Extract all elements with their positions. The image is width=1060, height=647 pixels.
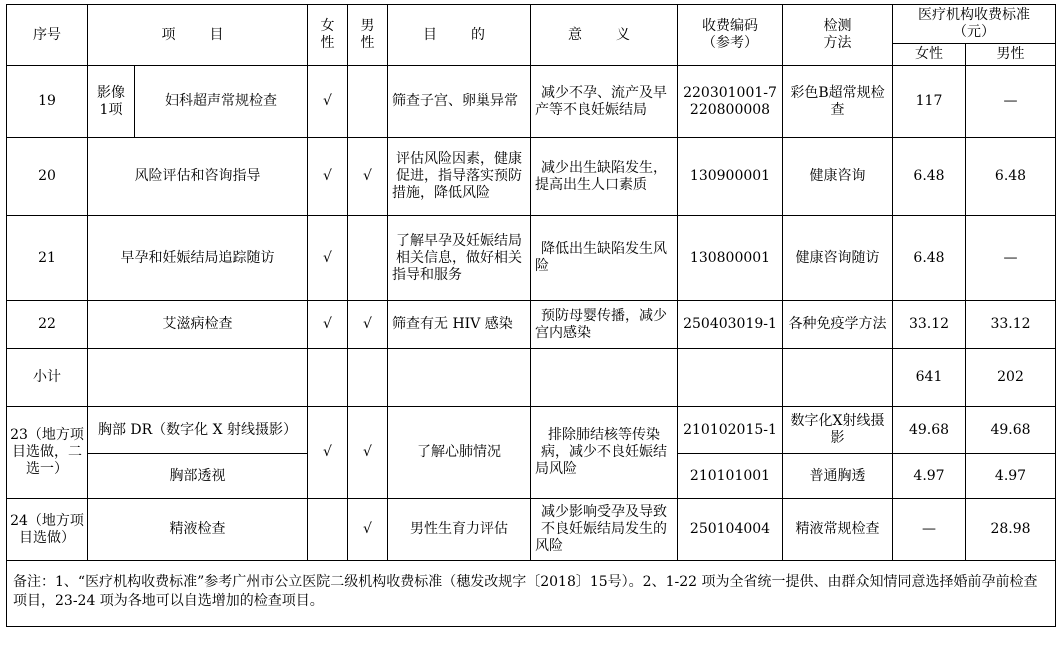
cell-item: 风险评估和咨询指导 — [88, 138, 308, 216]
cell-purpose: 了解心肺情况 — [388, 407, 531, 499]
cell-subtotal-label: 小计 — [7, 349, 88, 407]
cell-fee-male: 49.68 — [966, 407, 1056, 454]
header-fee-male: 男性 — [966, 44, 1056, 66]
cell-purpose: 筛查有无 HIV 感染 — [388, 301, 531, 349]
cell-method: 普通胸透 — [783, 454, 893, 499]
fee-table — [6, 4, 1056, 627]
cell-empty — [678, 349, 783, 407]
cell-method: 各种免疫学方法 — [783, 301, 893, 349]
table-row-24 — [7, 499, 1056, 561]
table-row-21 — [7, 216, 1056, 301]
cell-male: √ — [348, 138, 388, 216]
cell-method: 精液常规检查 — [783, 499, 893, 561]
header-female: 女 性 — [308, 5, 348, 66]
cell-code: 210101001 — [678, 454, 783, 499]
cell-female: √ — [308, 66, 348, 138]
cell-meaning: 减少不孕、流产及早产等不良妊娠结局 — [531, 66, 678, 138]
header-purpose: 目 的 — [388, 5, 531, 66]
cell-female: √ — [308, 138, 348, 216]
cell-male: √ — [348, 301, 388, 349]
cell-male — [348, 216, 388, 301]
table-row-20 — [7, 138, 1056, 216]
cell-female — [308, 499, 348, 561]
cell-item: 精液检查 — [88, 499, 308, 561]
cell-item: 胸部 DR（数字化 X 射线摄影） — [88, 407, 308, 454]
cell-male — [348, 66, 388, 138]
cell-purpose: 评估风险因素，健康促进，指导落实预防措施，降低风险 — [388, 138, 531, 216]
cell-code: 210102015-1 — [678, 407, 783, 454]
cell-fee-female: 4.97 — [893, 454, 966, 499]
cell-item: 艾滋病检查 — [88, 301, 308, 349]
cell-meaning: 减少影响受孕及导致不良妊娠结局发生的风险 — [531, 499, 678, 561]
table-row-23a — [7, 407, 1056, 454]
cell-method: 彩色B超常规检查 — [783, 66, 893, 138]
cell-fee-female: 33.12 — [893, 301, 966, 349]
cell-code: 250403019-1 — [678, 301, 783, 349]
cell-code: 130800001 — [678, 216, 783, 301]
cell-fee-male: — — [966, 66, 1056, 138]
header-code: 收费编码 （参考） — [678, 5, 783, 66]
header-seq: 序号 — [7, 5, 88, 66]
cell-purpose: 男性生育力评估 — [388, 499, 531, 561]
cell-code: 250104004 — [678, 499, 783, 561]
cell-seq: 23（地方项目选做，二选一） — [7, 407, 88, 499]
header-fee-female: 女性 — [893, 44, 966, 66]
cell-seq: 21 — [7, 216, 88, 301]
cell-male: √ — [348, 407, 388, 499]
cell-category: 影像 1项 — [88, 66, 135, 138]
table-row-19 — [7, 66, 1056, 138]
cell-fee-female: — — [893, 499, 966, 561]
cell-purpose: 了解早孕及妊娠结局相关信息，做好相关指导和服务 — [388, 216, 531, 301]
cell-method: 健康咨询随访 — [783, 216, 893, 301]
table-row-subtotal — [7, 349, 1056, 407]
cell-female: √ — [308, 407, 348, 499]
cell-fee-male: 28.98 — [966, 499, 1056, 561]
cell-seq: 19 — [7, 66, 88, 138]
cell-female: √ — [308, 216, 348, 301]
table-row-22 — [7, 301, 1056, 349]
cell-fee-male: 6.48 — [966, 138, 1056, 216]
cell-meaning: 降低出生缺陷发生风险 — [531, 216, 678, 301]
cell-method: 数字化X射线摄影 — [783, 407, 893, 454]
cell-seq: 24（地方项目选做） — [7, 499, 88, 561]
cell-fee-female: 641 — [893, 349, 966, 407]
cell-seq: 20 — [7, 138, 88, 216]
cell-fee-female: 6.48 — [893, 138, 966, 216]
cell-meaning: 排除肺结核等传染病，减少不良妊娠结局风险 — [531, 407, 678, 499]
cell-purpose: 筛查子宫、卵巢异常 — [388, 66, 531, 138]
cell-male: √ — [348, 499, 388, 561]
cell-method: 健康咨询 — [783, 138, 893, 216]
cell-item: 早孕和妊娠结局追踪随访 — [88, 216, 308, 301]
cell-empty — [88, 349, 308, 407]
cell-item: 胸部透视 — [88, 454, 308, 499]
cell-empty — [783, 349, 893, 407]
cell-empty — [388, 349, 531, 407]
cell-meaning: 减少出生缺陷发生，提高出生人口素质 — [531, 138, 678, 216]
header-male: 男 性 — [348, 5, 388, 66]
cell-empty — [348, 349, 388, 407]
cell-meaning: 预防母婴传播，减少宫内感染 — [531, 301, 678, 349]
cell-empty — [308, 349, 348, 407]
cell-fee-male: 202 — [966, 349, 1056, 407]
cell-code: 130900001 — [678, 138, 783, 216]
header-item: 项 目 — [88, 5, 308, 66]
cell-female: √ — [308, 301, 348, 349]
cell-item: 妇科超声常规检查 — [135, 66, 308, 138]
cell-seq: 22 — [7, 301, 88, 349]
cell-fee-male: 4.97 — [966, 454, 1056, 499]
header-fee-standard: 医疗机构收费标准 （元） — [893, 5, 1056, 44]
header-method: 检测 方法 — [783, 5, 893, 66]
cell-code: 220301001-7 220800008 — [678, 66, 783, 138]
cell-fee-male: 33.12 — [966, 301, 1056, 349]
cell-fee-female: 117 — [893, 66, 966, 138]
note-text: 备注：1、“医疗机构收费标准”参考广州市公立医院二级机构收费标准（穗发改规字〔2018〕15号）。2、1-22 项为全省统一提供、由群众知情同意选择婚前孕前检查项目，23-24 项为各地可以自选增加的检查项目。 — [7, 561, 1056, 627]
cell-fee-female: 6.48 — [893, 216, 966, 301]
header-row — [7, 5, 1056, 44]
header-meaning: 意 义 — [531, 5, 678, 66]
table-row-note — [7, 561, 1056, 627]
cell-fee-female: 49.68 — [893, 407, 966, 454]
cell-fee-male: — — [966, 216, 1056, 301]
cell-empty — [531, 349, 678, 407]
